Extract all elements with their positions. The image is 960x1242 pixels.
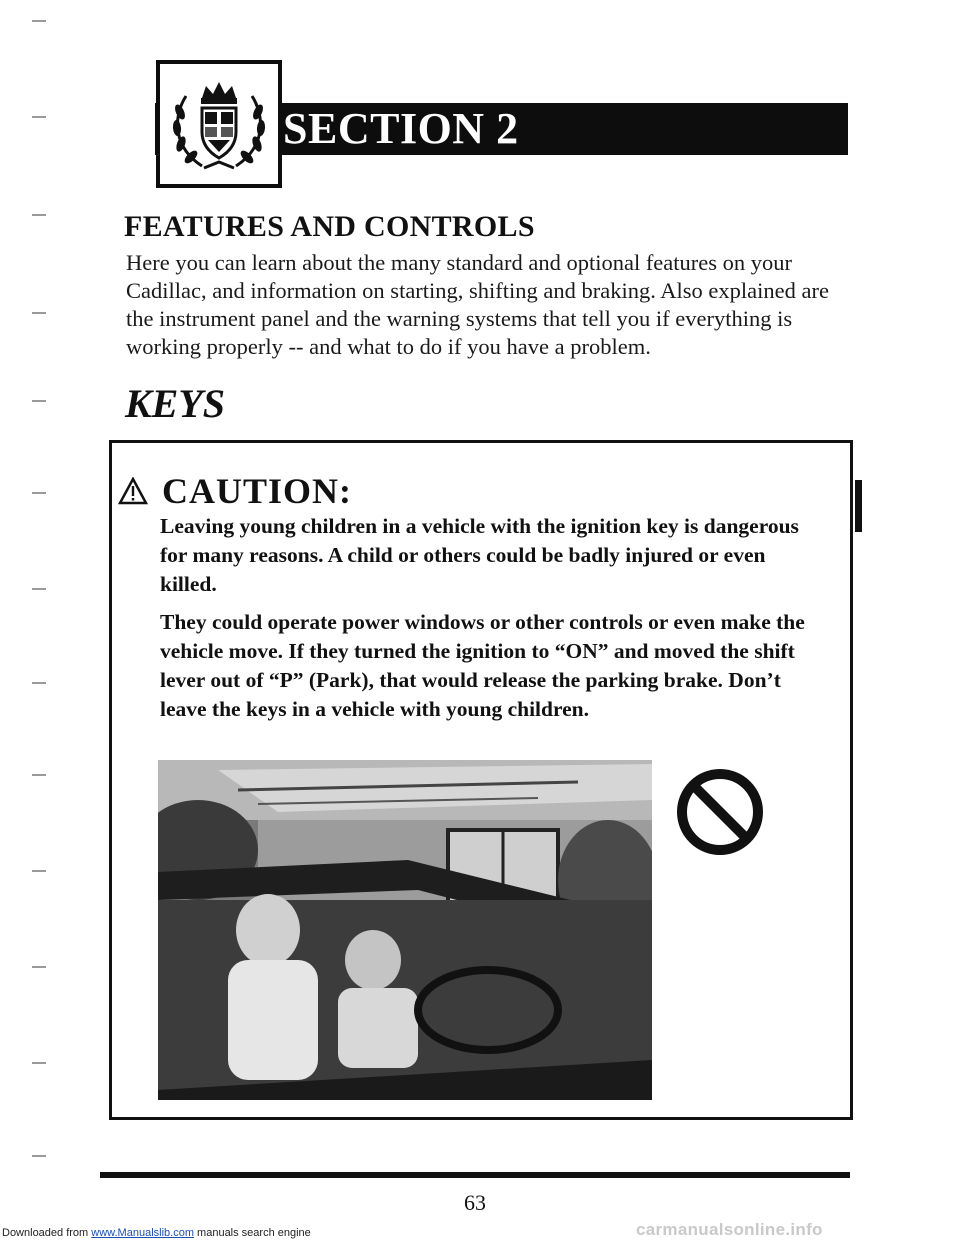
caution-paragraph: They could operate power windows or other controls or even make the vehicle move. If they turned the ignition to “ON” and moved the shift lever out of “P” (Park), that would release the parking brake. Don’t leave the keys in a vehicle with young children. <box>160 610 805 721</box>
crest-icon <box>164 68 274 180</box>
cadillac-crest-logo <box>156 60 282 188</box>
page-number: 63 <box>464 1190 486 1215</box>
edge-tick <box>32 400 46 402</box>
caution-paragraph: Leaving young children in a vehicle with the ignition key is dangerous for many reasons. A child or others could be badly injured or even killed. <box>160 514 799 596</box>
edge-tick <box>32 214 46 216</box>
edge-tick <box>32 116 46 118</box>
section-title: SECTION 2 <box>283 104 519 153</box>
edge-tick <box>32 1155 46 1157</box>
edge-tick <box>32 966 46 968</box>
download-footer <box>2 1227 311 1239</box>
edge-tick <box>32 312 46 314</box>
manualslib-link[interactable]: www.Manualslib.com <box>91 1227 194 1239</box>
child-in-vehicle-illustration <box>158 760 652 1100</box>
watermark: carmanualsonline.info <box>636 1220 823 1239</box>
edge-tick <box>32 870 46 872</box>
section-heading: FEATURES AND CONTROLS <box>124 210 535 243</box>
no-sign-icon <box>674 766 766 858</box>
warning-triangle-icon <box>118 477 148 505</box>
page-rule <box>100 1172 850 1178</box>
edge-tick <box>32 774 46 776</box>
keys-heading: KEYS <box>125 381 226 426</box>
edge-tick <box>32 588 46 590</box>
edge-tick <box>32 492 46 494</box>
edge-tick <box>32 1062 46 1064</box>
edge-tick <box>32 682 46 684</box>
section-edge-marker <box>855 480 862 532</box>
caution-title-text: CAUTION: <box>162 471 353 511</box>
footer-suffix: manuals search engine <box>197 1227 311 1239</box>
footer-prefix: Downloaded from <box>2 1227 89 1239</box>
edge-tick <box>32 20 46 22</box>
intro-paragraph: Here you can learn about the many standard and optional features on your Cadillac, and information on starting, shifting and braking. Also explained are the instrument panel and the warning systems that tell you if everything is working properly -- and what to do if you have a problem. <box>126 250 829 359</box>
caution-title <box>118 470 352 512</box>
